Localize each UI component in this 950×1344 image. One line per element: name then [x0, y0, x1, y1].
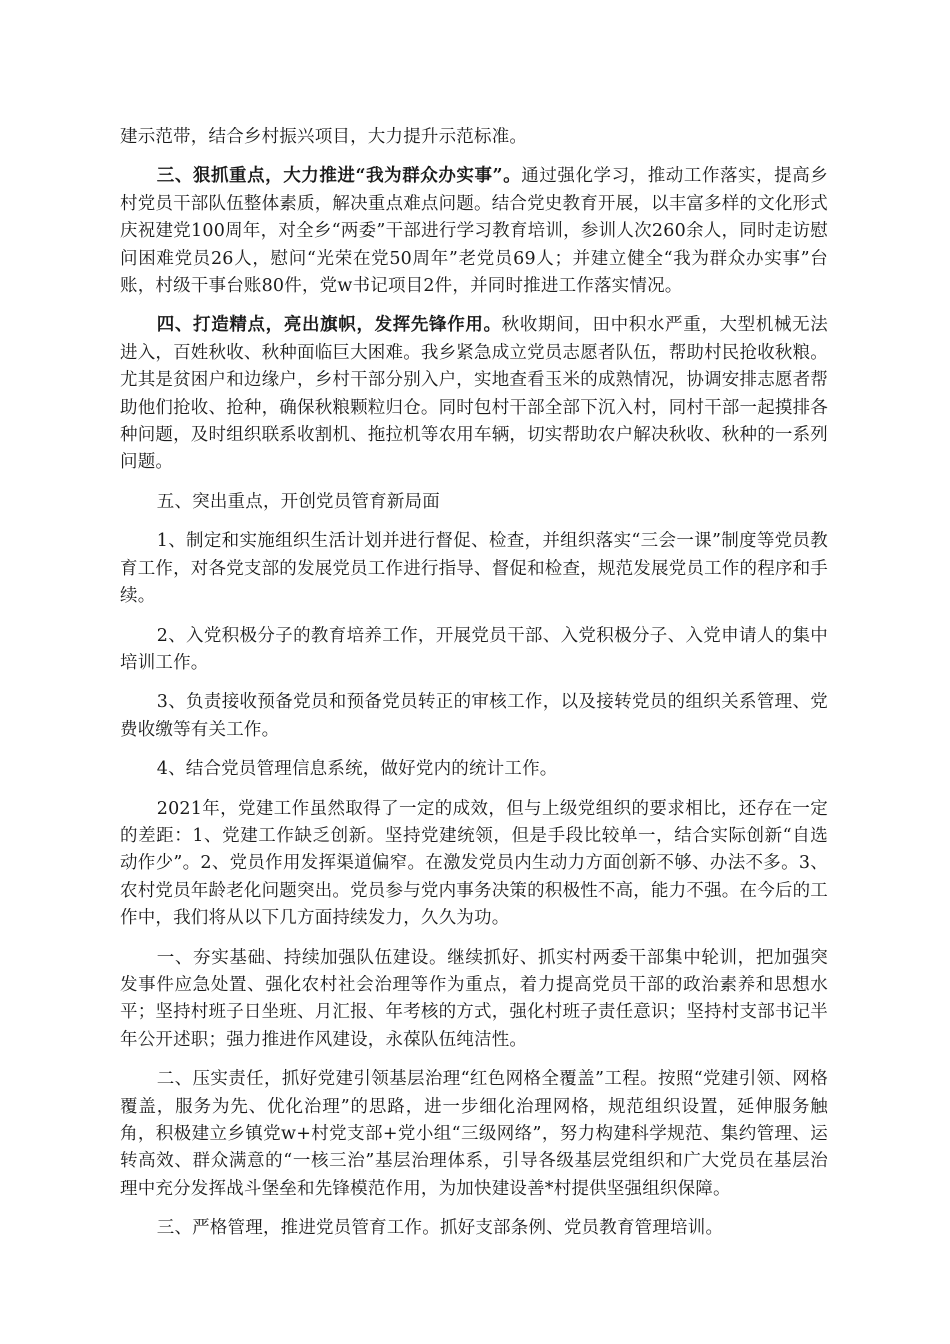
paragraph-item-4 [120, 756, 828, 783]
paragraph-text: 二、压实责任，抓好党建引领基层治理“红色网格全覆盖”工程。按照“党建引领、网格覆盖，服务为先、优化治理”的思路，进一步细化治理网格，规范组织设置，延伸服务触角，积极建立乡镇党w+村党支部+党小组“三级网络”，努力构建科学规范、集约管理、运转高效、群众满意的“一核三治”基层治理体系，引导各级基层党组织和广大党员在基层治理中充分发挥战斗堡垒和先锋模范作用，为加快建设善*村提供坚强组织保障。 [120, 1069, 828, 1199]
paragraph-summary-2021 [120, 796, 828, 933]
paragraph-section-five-heading [120, 489, 828, 516]
paragraph-text: 秋收期间，田中积水严重，大型机械无法进入，百姓秋收、秋种面临巨大困难。我乡紧急成立党员志愿者队伍，帮助村民抢收秋粮。尤其是贫困户和边缘户，乡村干部分别入户，实地查看玉米的成熟情况，协调安排志愿者帮助他们抢收、抢种，确保秋粮颗粒归仓。同时包村干部全部下沉入村，同村干部一起摸排各种问题，及时组织联系收割机、拖拉机等农用车辆，切实帮助农户解决秋收、秋种的一系列问题。 [120, 315, 828, 473]
paragraph-plan-one [120, 945, 828, 1055]
paragraph-text: 2021年，党建工作虽然取得了一定的成效，但与上级党组织的要求相比，还存在一定的差距：1、党建工作缺乏创新。坚持党建统领，但是手段比较单一，结合实际创新“自选动作少”。2、党员作用发挥渠道偏窄。在激发党员内生动力方面创新不够、办法不多。3、农村党员年龄老化问题突出。党员参与党内事务决策的积极性不高，能力不强。在今后的工作中，我们将从以下几方面持续发力，久久为功。 [120, 798, 828, 929]
paragraph-item-2 [120, 623, 828, 678]
paragraph-text: 3、负责接收预备党员和预备党员转正的审核工作，以及接转党员的组织关系管理、党费收缴等有关工作。 [120, 692, 828, 740]
paragraph-text: 通过强化学习，推动工作落实，提高乡村党员干部队伍整体素质，解决重点难点问题。结合党史教育开展，以丰富多样的文化形式庆祝建党100周年，对全乡“两委”干部进行学习教育培训，参训人次260余人，同时走访慰问困难党员26人，慰问“光荣在党50周年”老党员69人；并建立健全“我为群众办实事”台账，村级干事台账80件，党w书记项目2件，并同时推进工作落实情况。 [120, 166, 828, 297]
paragraph-plan-three [120, 1215, 828, 1242]
paragraph-heading: 四、打造精点，亮出旗帜，发挥先锋作用。 [156, 315, 502, 336]
document-body [120, 124, 828, 1255]
paragraph-text: 2、入党积极分子的教育培养工作，开展党员干部、入党积极分子、入党申请人的集中培训工作。 [120, 625, 828, 673]
paragraph-text: 4、结合党员管理信息系统，做好党内的统计工作。 [156, 759, 558, 780]
paragraph-section-four [120, 312, 828, 476]
paragraph-continuation [120, 124, 828, 151]
paragraph-section-three [120, 163, 828, 300]
paragraph-text: 建示范带，结合乡村振兴项目，大力提升示范标准。 [120, 127, 528, 147]
paragraph-item-3 [120, 689, 828, 744]
paragraph-text: 三、严格管理，推进党员管育工作。抓好支部条例、党员教育管理培训。 [156, 1218, 724, 1239]
paragraph-item-1 [120, 528, 828, 610]
paragraph-text: 1、制定和实施组织生活计划并进行督促、检查，并组织落实“三会一课”制度等党员教育工作，对各党支部的发展党员工作进行指导、督促和检查，规范发展党员工作的程序和手续。 [120, 531, 828, 607]
paragraph-heading: 三、狠抓重点，大力推进“我为群众办实事”。 [156, 166, 522, 187]
paragraph-plan-two [120, 1066, 828, 1203]
paragraph-text: 五、突出重点，开创党员管育新局面 [156, 491, 440, 512]
paragraph-text: 一、夯实基础、持续加强队伍建设。继续抓好、抓实村两委干部集中轮训，把加强突发事件应急处置、强化农村社会治理等作为重点，着力提高党员干部的政治素养和思想水平；坚持村班子日坐班、月汇报、年考核的方式，强化村班子责任意识；坚持村支部书记半年公开述职；强力推进作风建设，永葆队伍纯洁性。 [120, 947, 828, 1050]
